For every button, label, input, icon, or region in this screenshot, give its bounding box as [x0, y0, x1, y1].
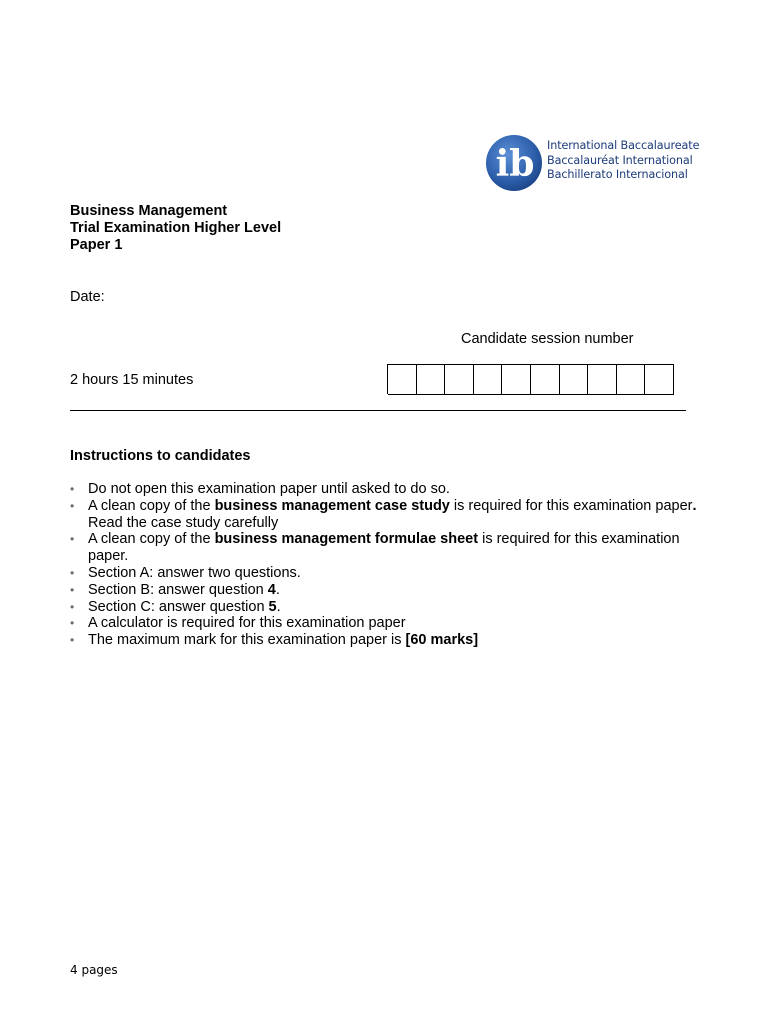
ib-logo-line-es: Bachillerato Internacional — [547, 168, 688, 181]
ib-emblem-text: ib — [495, 143, 535, 185]
case-study-emphasis: business management case study — [214, 497, 450, 514]
candidate-session-number-boxes — [387, 364, 674, 394]
bullet-icon: • — [70, 498, 75, 513]
instruction-item: • The maximum mark for this examination paper is [60 marks] — [70, 632, 479, 649]
candidate-number-digit-box[interactable] — [588, 364, 617, 395]
bullet-icon: • — [70, 599, 75, 614]
instructions-list — [70, 481, 700, 649]
instruction-item: • A clean copy of the business management case study is required for this examination paper. Read the case study carefully — [70, 497, 697, 531]
header-divider — [70, 410, 686, 411]
max-marks-emphasis: [60 marks] — [405, 632, 479, 649]
candidate-number-digit-box[interactable] — [388, 364, 417, 395]
ib-logo — [484, 133, 700, 193]
instruction-item: • A calculator is required for this examination paper — [70, 615, 406, 632]
formulae-sheet-emphasis: business management formulae sheet — [214, 531, 479, 548]
subject-title: Business Management — [70, 203, 228, 219]
candidate-number-digit-box[interactable] — [531, 364, 560, 395]
ib-emblem-icon — [484, 133, 544, 193]
instruction-item: • Section B: answer question 4. — [70, 581, 280, 598]
instruction-item: • A clean copy of the business management formulae sheet is required for this examination paper. — [70, 531, 680, 565]
candidate-number-digit-box[interactable] — [502, 364, 531, 395]
bullet-icon: • — [70, 633, 75, 648]
paper-identification — [70, 203, 281, 254]
candidate-number-digit-box[interactable] — [645, 364, 674, 395]
candidate-number-digit-box[interactable] — [474, 364, 503, 395]
ib-logo-line-en: International Baccalaureate — [547, 139, 700, 152]
candidate-number-digit-box[interactable] — [417, 364, 446, 395]
exam-duration: 2 hours 15 minutes — [70, 372, 194, 388]
candidate-number-digit-box[interactable] — [617, 364, 646, 395]
instruction-item: • Do not open this examination paper until asked to do so. — [70, 481, 450, 497]
candidate-number-digit-box[interactable] — [445, 364, 474, 395]
bullet-icon: • — [70, 582, 75, 597]
paper-number: Paper 1 — [70, 237, 123, 253]
instructions-heading: Instructions to candidates — [70, 448, 251, 464]
candidate-session-label: Candidate session number — [461, 331, 634, 347]
instruction-item: • Section A: answer two questions. — [70, 564, 301, 581]
bullet-icon: • — [70, 565, 75, 580]
bullet-icon: • — [70, 532, 75, 547]
date-label: Date: — [70, 289, 105, 305]
exam-level: Trial Examination Higher Level — [70, 220, 282, 236]
instruction-item: • Section C: answer question 5. — [70, 598, 281, 615]
ib-logo-line-fr: Baccalauréat International — [547, 153, 693, 167]
ib-logo-text — [547, 139, 699, 183]
candidate-number-digit-box[interactable] — [560, 364, 589, 395]
page-count: 4 pages — [70, 963, 118, 977]
bullet-icon: • — [70, 616, 75, 631]
bullet-icon: • — [70, 482, 75, 496]
